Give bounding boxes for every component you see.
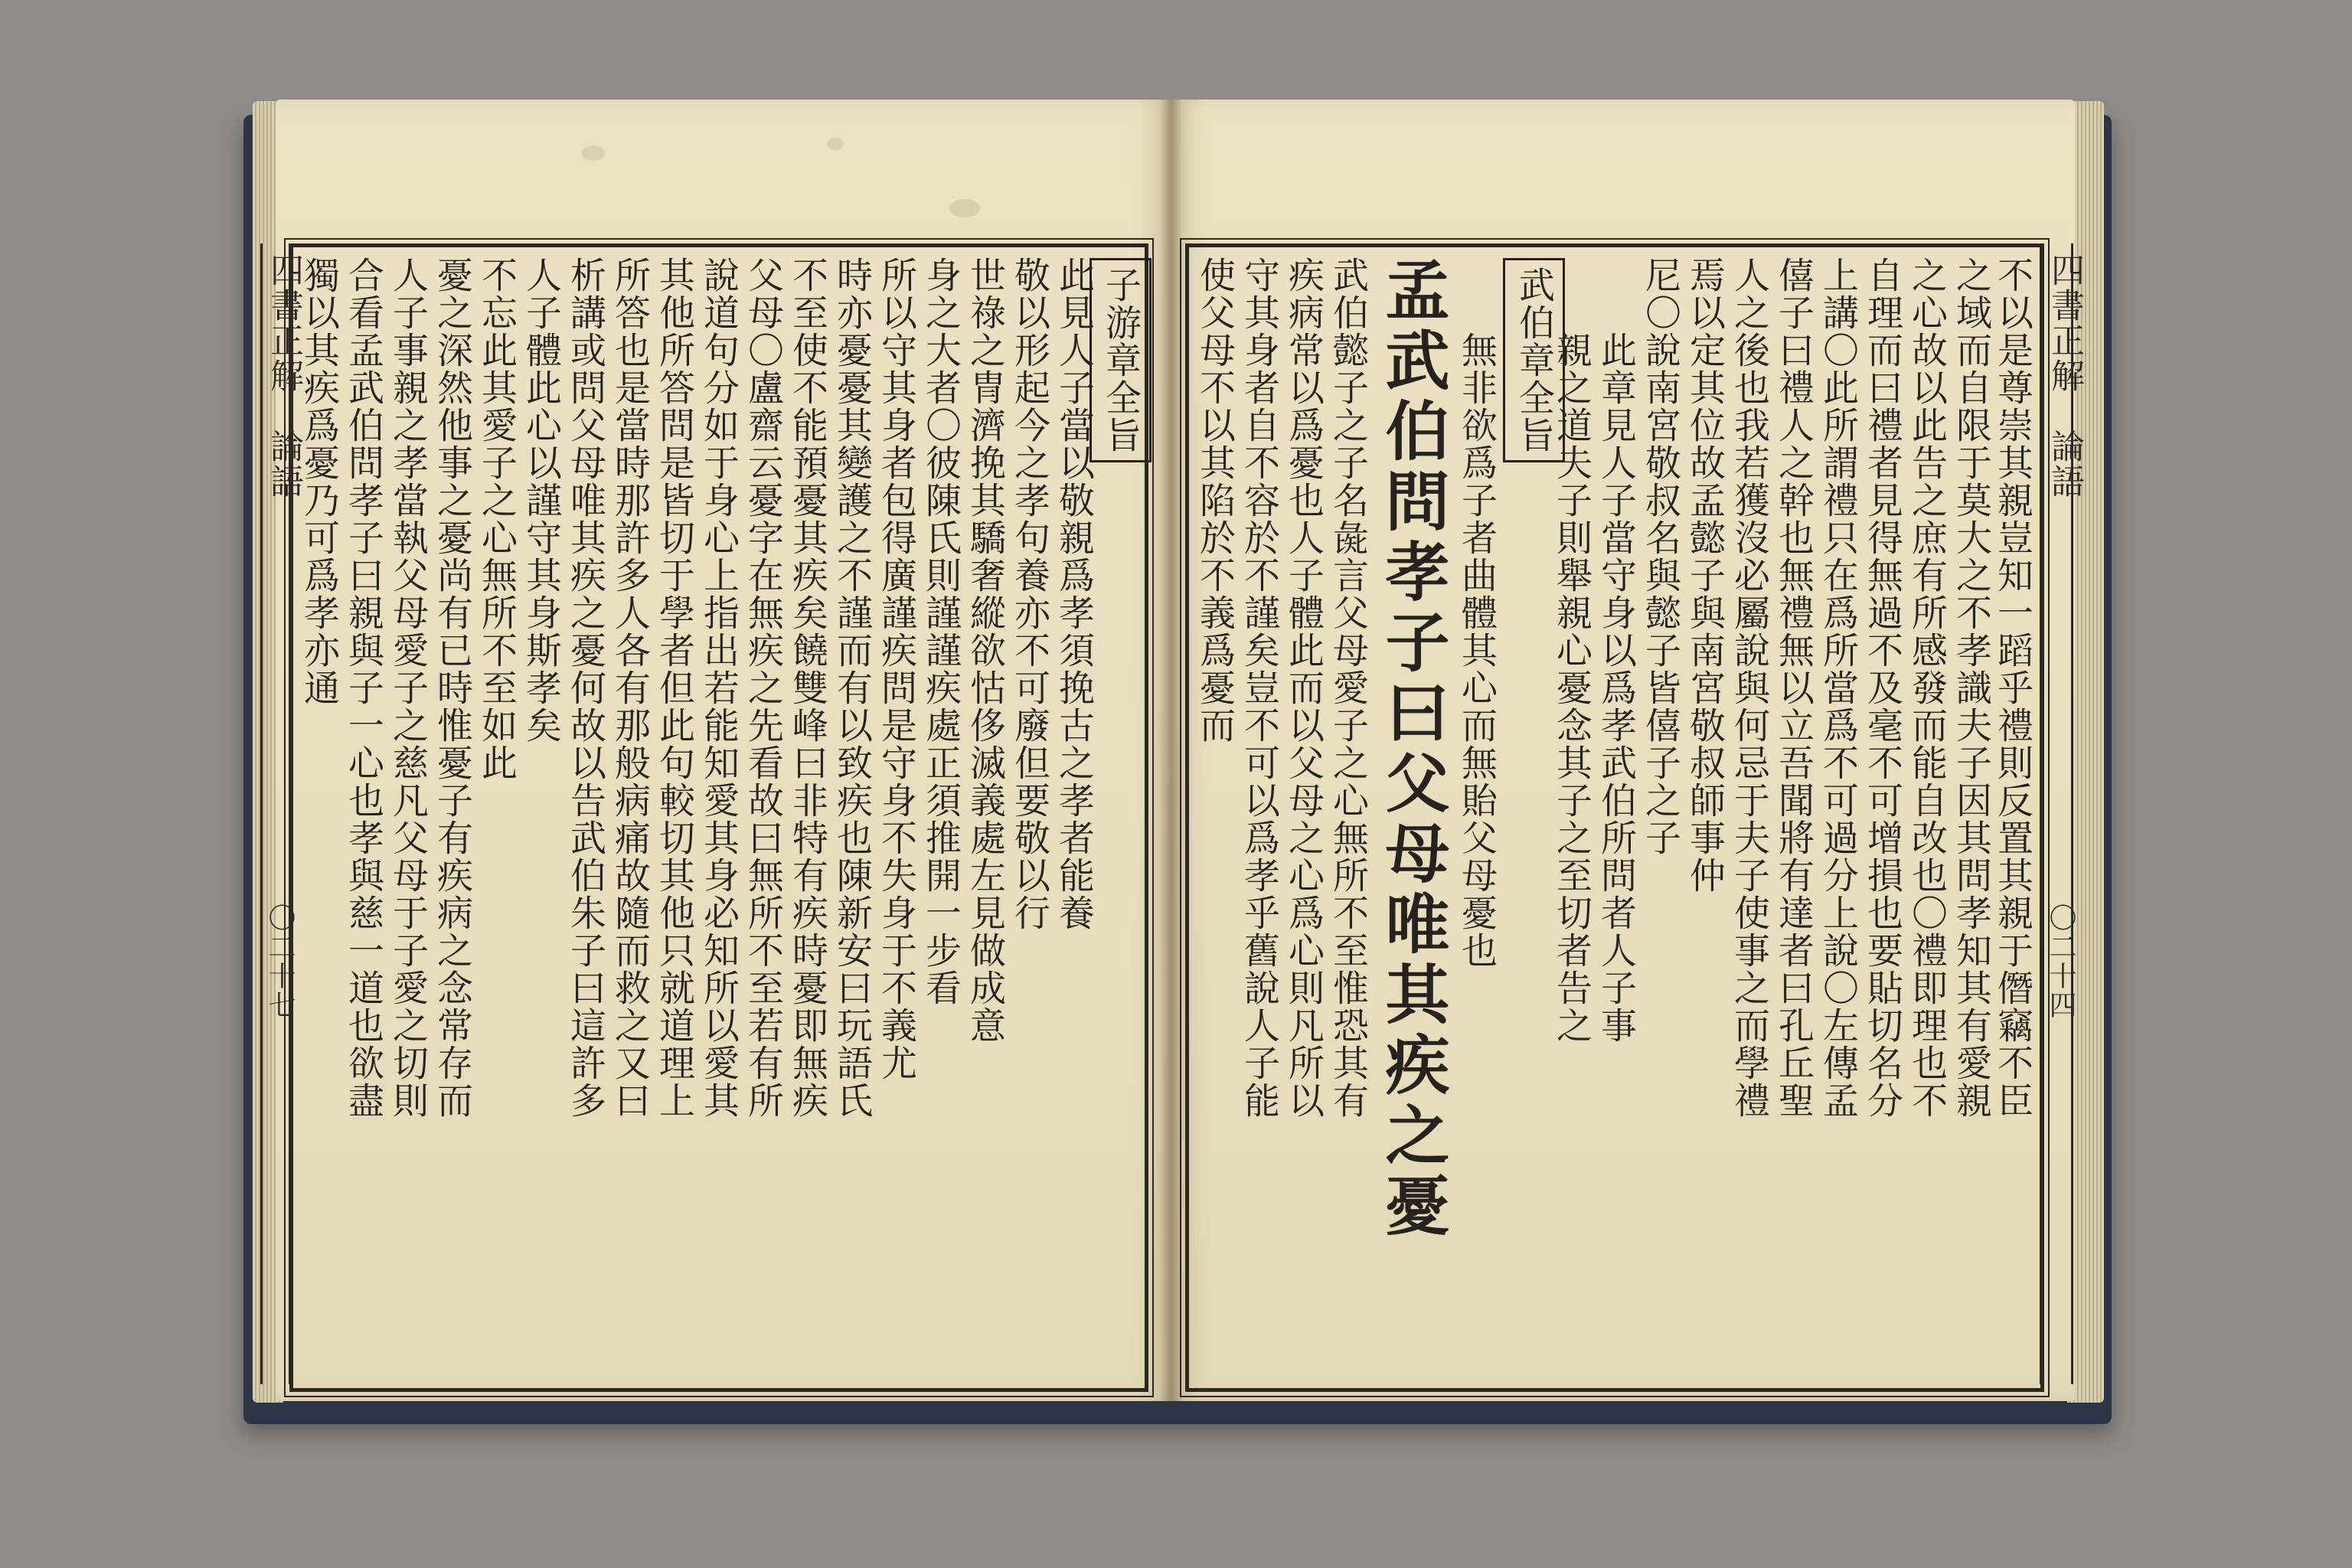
left-text-frame: [289, 243, 1148, 1392]
text-column: 之域而自限于莫大之不孝識夫子因其問孝知其有愛親: [1950, 256, 1992, 1119]
text-column: 疾病常以爲憂也人子體此而以父母之心爲心則凡所以: [1282, 256, 1325, 1119]
text-column: 使父母不以其陷於不義爲憂而: [1194, 256, 1236, 744]
paper-stain: [949, 199, 980, 217]
text-column: 所答也是當時那許多人各有那般病痛故隨而救之又曰: [609, 256, 651, 1119]
book-gutter: [1160, 100, 1183, 1401]
right-text-frame: [1185, 243, 2044, 1392]
text-column: 上講〇此所謂禮只在爲所當爲不可過分上說〇左傳孟: [1817, 256, 1859, 1119]
right-margin-title: 四書正解: [2045, 253, 2084, 394]
section-heading-box: 子游章全旨: [1089, 258, 1152, 462]
text-column: 僖子曰禮人之幹也無禮無以立吾聞將有達者曰孔丘聖: [1772, 256, 1815, 1119]
text-column: 無非欲爲子者曲體其心而無貽父母憂也: [1455, 332, 1498, 969]
text-column: 析講或問父母唯其疾之憂何故以告武伯朱子曰這許多: [564, 256, 606, 1119]
right-margin-frame: [2040, 243, 2073, 1384]
text-column: 說道句分如于身心上指出若能知愛其身必知所以愛其: [697, 256, 740, 1119]
paper-stain: [827, 138, 844, 150]
text-column: 之心故以此告之庶有所感發而能自改也〇禮即理也不: [1906, 256, 1948, 1119]
text-column: 武伯懿子之子名彘言父母愛子之心無所不至惟恐其有: [1327, 256, 1369, 1119]
text-column: 自理而曰禮者見得無過不及毫不可增損也要貼切名分: [1861, 256, 1903, 1119]
text-column: 其他所答問是皆切于學者但此句較切其他只就道理上: [653, 256, 695, 1119]
text-column: 人子體此心以謹守其身斯孝矣: [520, 256, 562, 744]
text-column: 人之後也我若獲沒必屬說與何忌于夫子使事之而學禮: [1728, 256, 1770, 1119]
left-page-number: 〇二十七: [264, 903, 296, 1020]
left-margin-volume: 論語: [264, 429, 303, 499]
left-margin-title: 四書正解: [264, 253, 303, 394]
text-column: 此見人子當以敬親爲孝須挽古之孝者能養: [1053, 256, 1095, 932]
right-margin-volume: 論語: [2045, 429, 2084, 499]
text-column: 憂之深然他事之憂尚有已時惟憂子有疾病之念常存而: [431, 256, 473, 1119]
right-page-number: 〇二十四: [2045, 903, 2076, 1020]
text-column: 身之大者〇彼陳氏則謹謹疾處正須推開一步看: [920, 256, 962, 1007]
text-column: 獨以其疾爲憂乃可爲孝亦通: [298, 256, 340, 707]
text-column: 守其身者自不容於不謹矣豈不可以爲孝乎舊說人子能: [1238, 256, 1280, 1119]
text-column: 尼〇說南宮敬叔名與懿子皆僖子之子: [1639, 256, 1681, 857]
text-column: 合看孟武伯問孝子曰親與子一心也孝與慈一道也欲盡: [342, 256, 384, 1119]
text-column: 敬以形起今之孝句養亦不可廢但要敬以行: [1008, 256, 1050, 932]
main-passage-heading: 孟武伯問孝子曰父母唯其疾之憂: [1375, 256, 1451, 1243]
text-column: 焉以定其位故孟懿子與南宮敬叔師事仲: [1684, 256, 1726, 894]
text-column: 不忘此其愛子之心無所不至如此: [475, 256, 518, 782]
text-column: 時亦憂憂其變護之不謹而有以致疾也陳新安曰玩語氏: [831, 256, 873, 1119]
text-column: 親之道夫子則舉親心憂念其子之至切者告之: [1550, 332, 1592, 1044]
text-column: 人子事親之孝當執父母愛子之慈凡父母于子愛之切則: [387, 256, 429, 1119]
left-margin-frame: [260, 243, 291, 1384]
text-column: 不以是尊崇其親豈知一蹈乎禮則反置其親于僭竊不臣: [1991, 256, 2034, 1119]
text-column: 父母〇盧齋云憂字在無疾之先看故曰無所不至若有所: [742, 256, 784, 1119]
section-heading: [1089, 258, 1152, 462]
text-column: 不至使不能預憂其疾矣饒雙峰曰非特有疾時憂即無疾: [786, 256, 828, 1119]
text-column: 世祿之冑濟挽其驕奢縱欲怙侈滅義處左見做成意: [964, 256, 1006, 1044]
text-column: 此章見人子當守身以爲孝武伯所問者人子事: [1595, 332, 1637, 1044]
section-heading-box: 武伯章全旨: [1503, 258, 1565, 462]
text-column: 所以守其身者包得廣謹疾問是守身不失身于不義尤: [875, 256, 917, 1082]
paper-stain: [582, 145, 605, 161]
